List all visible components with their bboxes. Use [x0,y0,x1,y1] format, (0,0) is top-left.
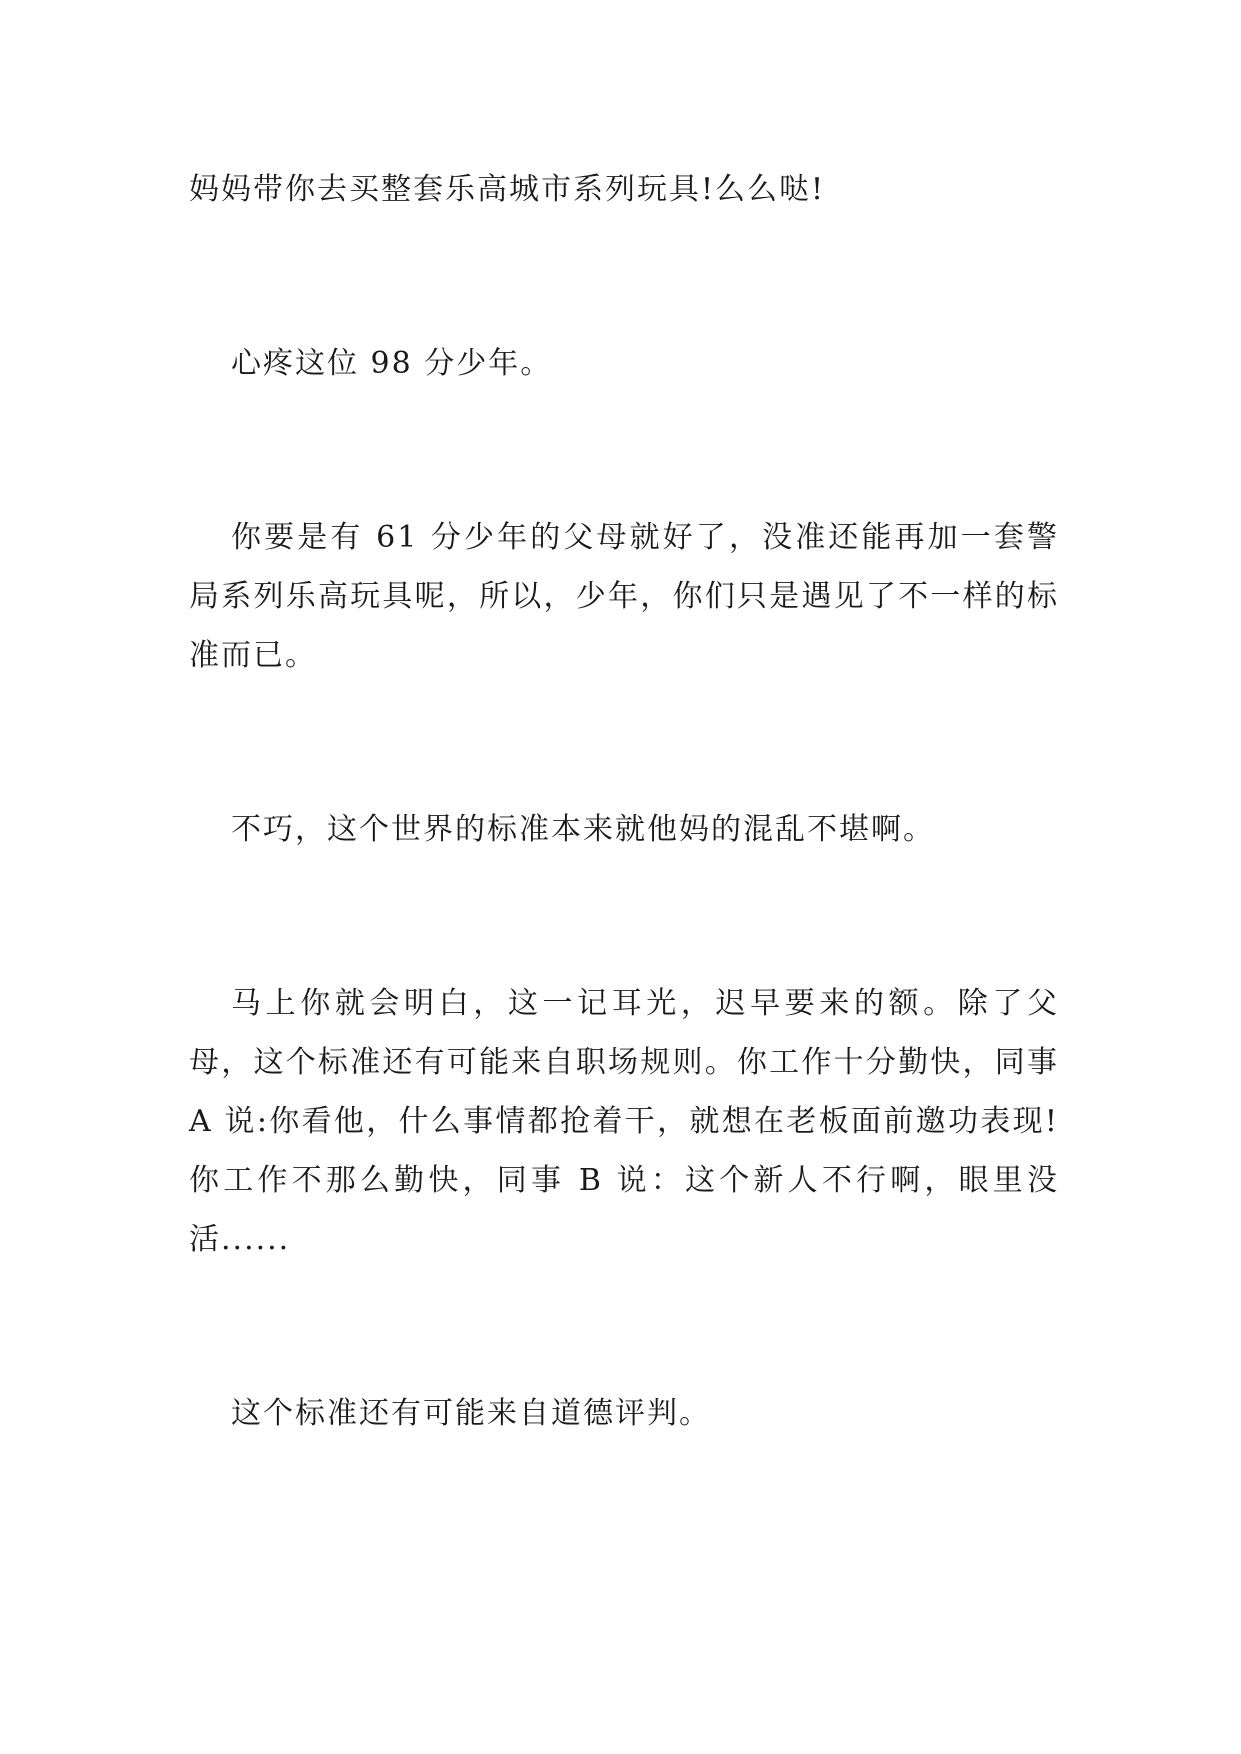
paragraph: 心疼这位 98 分少年。 [231,346,553,381]
paragraph: 妈妈带你去买整套乐高城市系列玩具!么么哒! [189,172,826,207]
paragraph: 马上你就会明白，这一记耳光，迟早要来的额。除了父母，这个标准还有可能来自职场规则。你工作十分勤快，同事 A 说:你看他，什么事情都抢着干，就想在老板面前邀功表现!你工作不那么勤快，同事 B 说：这个新人不行啊，眼里没活...... [189,986,1059,1257]
paragraph: 这个标准还有可能来自道德评判。 [231,1396,711,1431]
paragraph: 你要是有 61 分少年的父母就好了，没准还能再加一套警局系列乐高玩具呢，所以，少年，你们只是遇见了不一样的标准而已。 [189,520,1059,673]
paragraph: 不巧，这个世界的标准本来就他妈的混乱不堪啊。 [231,812,935,847]
